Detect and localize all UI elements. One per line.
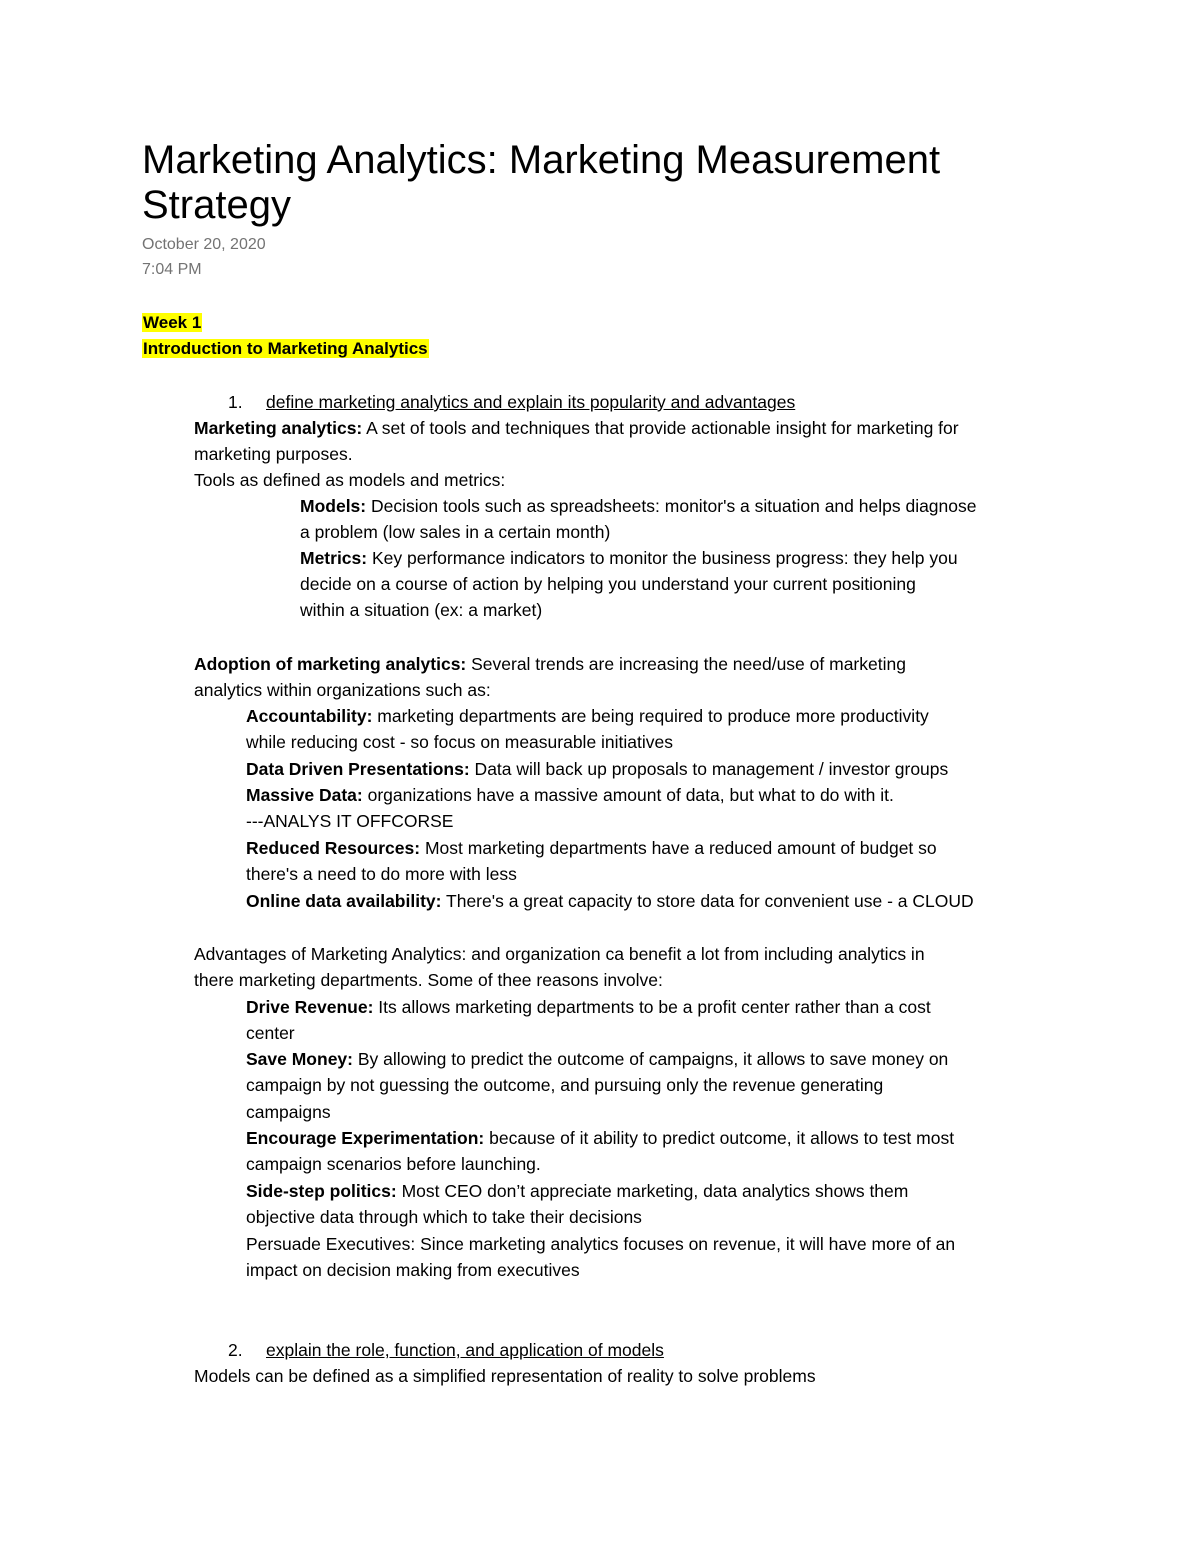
data-driven-line: Data Driven Presentations: Data will back up proposals to management / investor groups xyxy=(246,759,949,779)
drive-revenue-line-1: Drive Revenue: Its allows marketing departments to be a profit center rather than a cost xyxy=(246,997,931,1017)
definition-line-2: marketing purposes. xyxy=(194,444,353,464)
side-step-line-1: Side-step politics: Most CEO don’t appreciate marketing, data analytics shows them xyxy=(246,1181,909,1201)
persuade-line-2: impact on decision making from executives xyxy=(246,1260,580,1280)
massive-data-line: Massive Data: organizations have a massive amount of data, but what to do with it. xyxy=(246,785,894,805)
advantages-line-2: there marketing departments. Some of thee reasons involve: xyxy=(194,970,663,990)
models-line-1: Models: Decision tools such as spreadsheets: monitor's a situation and helps diagnose xyxy=(300,496,977,516)
reduced-resources-line-2: there's a need to do more with less xyxy=(246,864,517,884)
note-time: 7:04 PM xyxy=(142,261,202,278)
drive-revenue-line-2: center xyxy=(246,1023,295,1043)
week-heading: Week 1 xyxy=(143,313,202,332)
models-definition: Models can be defined as a simplified representation of reality to solve problems xyxy=(194,1366,816,1386)
adoption-line-2: analytics within organizations such as: xyxy=(194,680,491,700)
save-money-line-3: campaigns xyxy=(246,1102,331,1122)
advantages-line-1: Advantages of Marketing Analytics: and organization ca benefit a lot from including analytics in xyxy=(194,944,925,964)
side-step-line-2: objective data through which to take their decisions xyxy=(246,1207,642,1227)
persuade-line-1: Persuade Executives: Since marketing analytics focuses on revenue, it will have more of an xyxy=(246,1234,956,1254)
page-title xyxy=(142,138,1102,228)
metrics-line-3: within a situation (ex: a market) xyxy=(300,600,543,620)
title-line-2: Strategy xyxy=(142,183,291,227)
section-2-heading: 2. explain the role, function, and application of models xyxy=(228,1340,664,1360)
save-money-line-1: Save Money: By allowing to predict the outcome of campaigns, it allows to save money on xyxy=(246,1049,949,1069)
reduced-resources-line-1: Reduced Resources: Most marketing departments have a reduced amount of budget so xyxy=(246,838,937,858)
accountability-line-2: while reducing cost - so focus on measurable initiatives xyxy=(246,732,674,752)
intro-heading: Introduction to Marketing Analytics xyxy=(143,339,428,358)
note-date: October 20, 2020 xyxy=(142,236,266,253)
definition-line-1: Marketing analytics: A set of tools and techniques that provide actionable insight for marketing for xyxy=(194,418,959,438)
metrics-line-2: decide on a course of action by helping you understand your current positioning xyxy=(300,574,916,594)
tools-intro: Tools as defined as models and metrics: xyxy=(194,470,506,490)
metrics-line-1: Metrics: Key performance indicators to monitor the business progress: they help you xyxy=(300,548,958,568)
analys-line: ---ANALYS IT OFFCORSE xyxy=(246,811,454,831)
online-data-line: Online data availability: There's a great capacity to store data for convenient use - a CLOUD xyxy=(246,891,974,911)
section-1-heading: 1. define marketing analytics and explain its popularity and advantages xyxy=(228,392,796,412)
experimentation-line-1: Encourage Experimentation: because of it ability to predict outcome, it allows to test most xyxy=(246,1128,955,1148)
adoption-line-1: Adoption of marketing analytics: Several trends are increasing the need/use of marketing xyxy=(194,654,906,674)
accountability-line-1: Accountability: marketing departments are being required to produce more productivity xyxy=(246,706,929,726)
experimentation-line-2: campaign scenarios before launching. xyxy=(246,1154,541,1174)
title-line-1: Marketing Analytics: Marketing Measurement xyxy=(142,138,941,182)
models-line-2: a problem (low sales in a certain month) xyxy=(300,522,611,542)
save-money-line-2: campaign by not guessing the outcome, and pursuing only the revenue generating xyxy=(246,1075,884,1095)
